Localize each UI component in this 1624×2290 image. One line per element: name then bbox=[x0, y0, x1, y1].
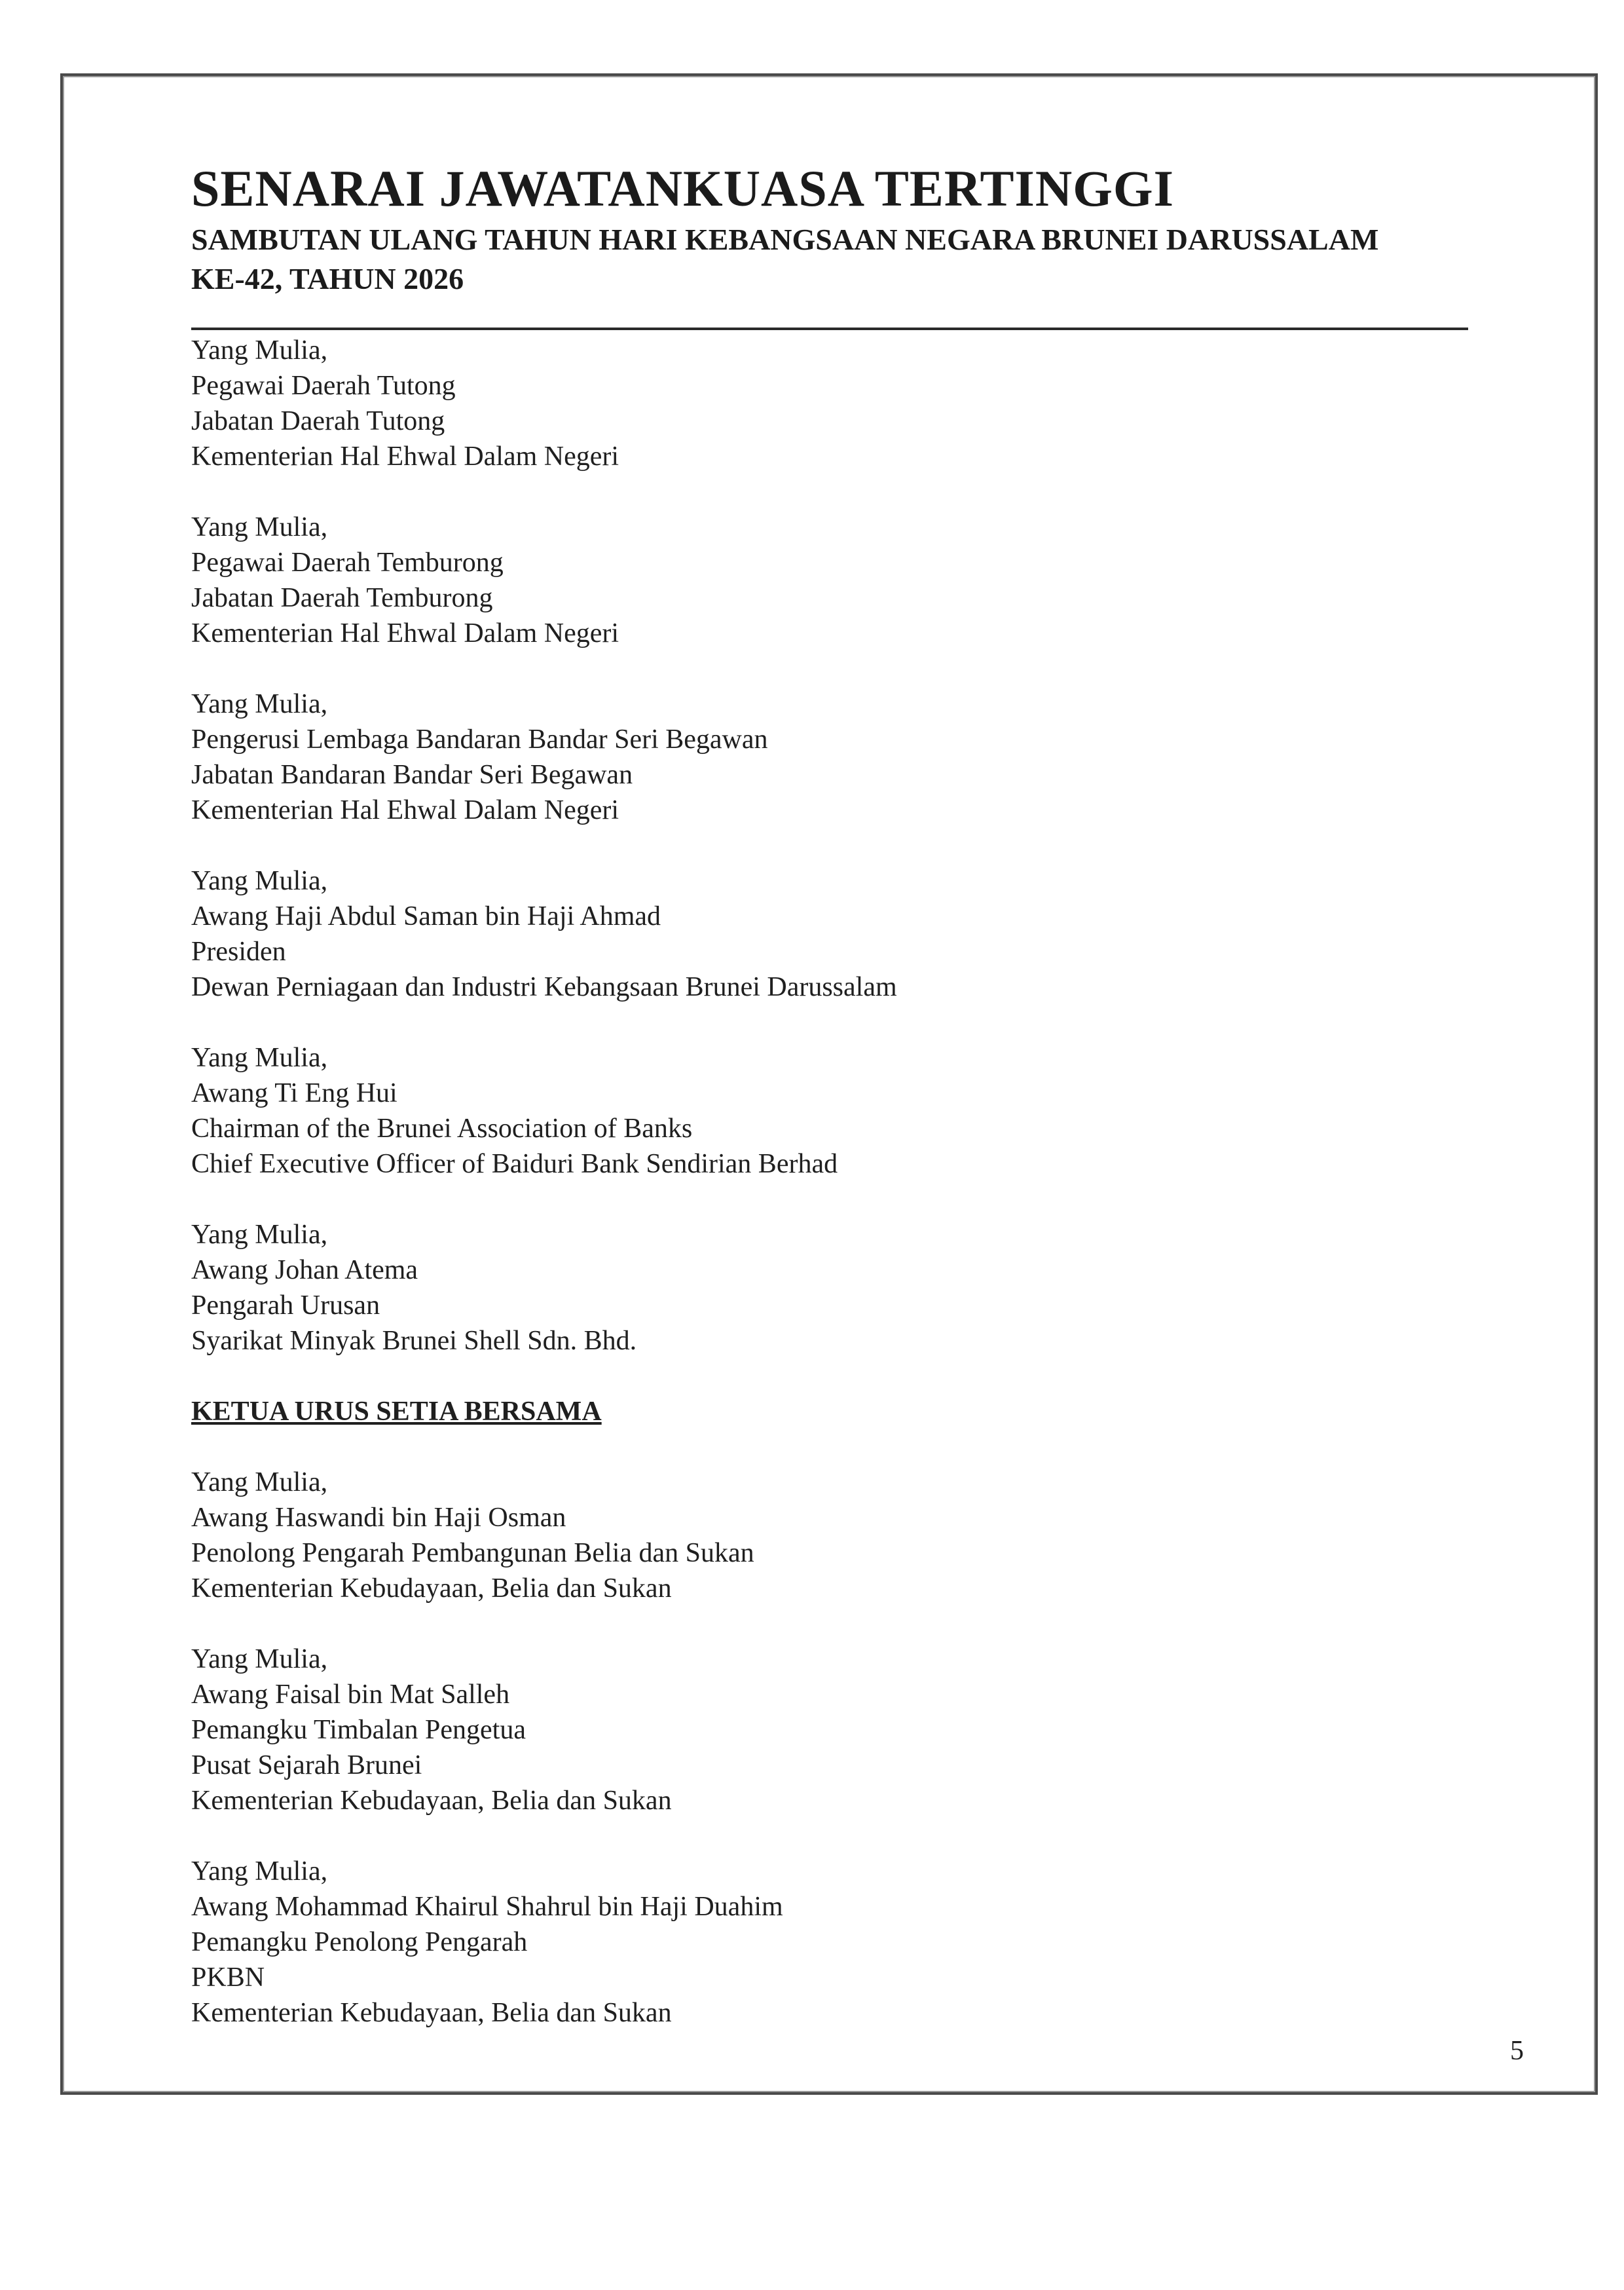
committee-entry-line: Chairman of the Brunei Association of Banks bbox=[191, 1114, 693, 1144]
committee-entry-line: Yang Mulia, bbox=[191, 1220, 328, 1250]
committee-entry-line: Pusat Sejarah Brunei bbox=[191, 1750, 422, 1780]
committee-group-1 bbox=[191, 333, 1468, 1359]
committee-entry-line: Yang Mulia, bbox=[191, 1644, 328, 1674]
committee-list bbox=[191, 333, 1468, 2066]
committee-entry-line: Chief Executive Officer of Baiduri Bank Sendirian Berhad bbox=[191, 1149, 838, 1179]
committee-group-2 bbox=[191, 1465, 1468, 2031]
committee-entry-line: Syarikat Minyak Brunei Shell Sdn. Bhd. bbox=[191, 1326, 637, 1356]
committee-entry-line: Awang Faisal bin Mat Salleh bbox=[191, 1680, 510, 1710]
document-header bbox=[191, 157, 1468, 299]
committee-entry-line: Kementerian Kebudayaan, Belia dan Sukan bbox=[191, 1786, 672, 1816]
committee-entry-line: Awang Johan Atema bbox=[191, 1255, 418, 1285]
committee-entry-line: Jabatan Bandaran Bandar Seri Begawan bbox=[191, 760, 633, 790]
committee-entry bbox=[191, 333, 1468, 474]
committee-entry-line: Pemangku Penolong Pengarah bbox=[191, 1927, 528, 1957]
committee-entry-line: Dewan Perniagaan dan Industri Kebangsaan Brunei Darussalam bbox=[191, 972, 897, 1002]
committee-entry bbox=[191, 686, 1468, 828]
committee-entry-line: Yang Mulia, bbox=[191, 1856, 328, 1886]
committee-entry-line: Kementerian Kebudayaan, Belia dan Sukan bbox=[191, 1573, 672, 1604]
committee-entry-line: PKBN bbox=[191, 1962, 265, 1993]
committee-entry-line: Kementerian Hal Ehwal Dalam Negeri bbox=[191, 441, 619, 472]
committee-entry-line: Kementerian Hal Ehwal Dalam Negeri bbox=[191, 795, 619, 825]
committee-entry bbox=[191, 1465, 1468, 1606]
committee-entry-line: Awang Ti Eng Hui bbox=[191, 1078, 397, 1108]
committee-entry-line: Jabatan Daerah Tutong bbox=[191, 406, 445, 436]
committee-entry-line: Penolong Pengarah Pembangunan Belia dan Sukan bbox=[191, 1538, 754, 1568]
page-number: 5 bbox=[1510, 2036, 1524, 2066]
committee-entry-line: Kementerian Hal Ehwal Dalam Negeri bbox=[191, 618, 619, 648]
committee-entry-line: Awang Mohammad Khairul Shahrul bin Haji Duahim bbox=[191, 1892, 783, 1922]
document-subtitle-line-2: KE-42, TAHUN 2026 bbox=[191, 262, 464, 295]
committee-entry bbox=[191, 1040, 1468, 1182]
committee-entry bbox=[191, 863, 1468, 1005]
committee-entry-line: Yang Mulia, bbox=[191, 1043, 328, 1073]
committee-entry-line: Awang Haji Abdul Saman bin Haji Ahmad bbox=[191, 901, 661, 931]
committee-entry-line: Pegawai Daerah Temburong bbox=[191, 548, 504, 578]
section-heading: KETUA URUS SETIA BERSAMA bbox=[191, 1397, 602, 1427]
document-subtitle-line-1: SAMBUTAN ULANG TAHUN HARI KEBANGSAAN NEGARA BRUNEI DARUSSALAM bbox=[191, 223, 1379, 256]
committee-entry-line: Jabatan Daerah Temburong bbox=[191, 583, 493, 613]
committee-entry-line: Kementerian Kebudayaan, Belia dan Sukan bbox=[191, 1998, 672, 2028]
committee-entry-line: Yang Mulia, bbox=[191, 512, 328, 542]
committee-entry-line: Pegawai Daerah Tutong bbox=[191, 371, 456, 401]
committee-entry-line: Yang Mulia, bbox=[191, 1467, 328, 1497]
committee-entry-line: Presiden bbox=[191, 937, 286, 967]
header-divider bbox=[191, 328, 1468, 330]
committee-entry-line: Yang Mulia, bbox=[191, 689, 328, 719]
committee-entry-line: Pemangku Timbalan Pengetua bbox=[191, 1715, 526, 1745]
document-title: SENARAI JAWATANKUASA TERTINGGI bbox=[191, 160, 1174, 217]
committee-entry-line: Pengarah Urusan bbox=[191, 1290, 380, 1321]
committee-entry bbox=[191, 1854, 1468, 2031]
committee-entry-line: Pengerusi Lembaga Bandaran Bandar Seri Begawan bbox=[191, 724, 768, 755]
committee-entry bbox=[191, 510, 1468, 651]
committee-entry-line: Awang Haswandi bin Haji Osman bbox=[191, 1503, 566, 1533]
committee-entry-line: Yang Mulia, bbox=[191, 335, 328, 366]
committee-entry bbox=[191, 1217, 1468, 1359]
committee-entry-line: Yang Mulia, bbox=[191, 866, 328, 896]
committee-entry bbox=[191, 1642, 1468, 1818]
